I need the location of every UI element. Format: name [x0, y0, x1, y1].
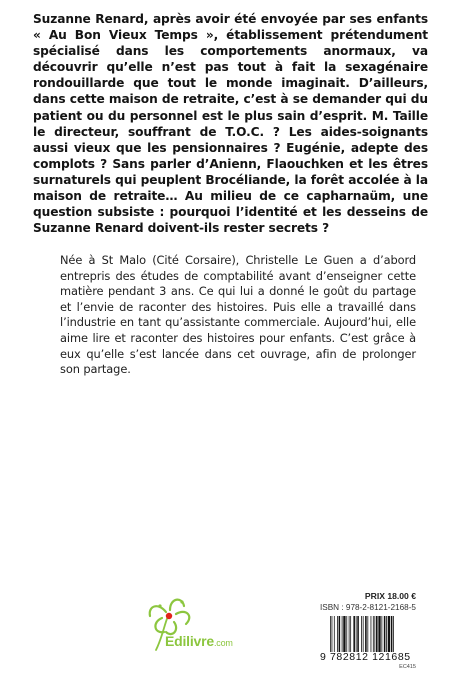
publisher-logo-main: Edilivre: [165, 633, 214, 649]
isbn-label: ISBN : 978-2-8121-2168-5: [319, 603, 416, 612]
barcode-image: [330, 616, 418, 652]
price-label: PRIX 18.00 €: [364, 591, 416, 601]
publisher-logo-text: [165, 633, 233, 649]
printer-code: EC415: [399, 664, 416, 670]
barcode-digits: 9 782812 121685: [320, 651, 411, 663]
synopsis-text: Suzanne Renard, après avoir été envoyée par ses enfants « Au Bon Vieux Temps », établissement prétendument spécialisé dans les comportements anormaux, va découvrir qu’elle n’est pas tout à fait la sexagénaire rondouillarde que tout le monde imaginait. D’ailleurs, dans cette maison de retraite, c’est à se demander qui du patient ou du personnel est le plus sain d’esprit. M. Taille le directeur, souffrant de T.O.C. ? Les aides-soignants aussi vieux que les pensionnaires ? Eugénie, adepte des complots ? Sans parler d’Anienn, Flaouchken et les êtres surnaturels qui peuplent Brocéliande, la forêt accolée à la maison de retraite… Au milieu de ce capharnaüm, une question subsiste : pourquoi l’identité et les desseins de Suzanne Renard doivent-ils rester secrets ?: [33, 12, 428, 236]
publisher-logo-suffix: .com: [213, 638, 233, 648]
author-bio-text: Née à St Malo (Cité Corsaire), Christelle Le Guen a d’abord entrepris des études de comptabilité avant d’enseigner cette matière pendant 3 ans. Ce qui lui a donné le goût du partage et l’envie de raconter des histoires. Puis elle a travaillé dans l’industrie en tant qu’assistante commerciale. Aujourd’hui, elle aime lire et raconter des histoires pour enfants. C’est grâce à eux qu’elle s’est lancée dans cet ouvrage, afin de prolonger son partage.: [60, 253, 416, 377]
